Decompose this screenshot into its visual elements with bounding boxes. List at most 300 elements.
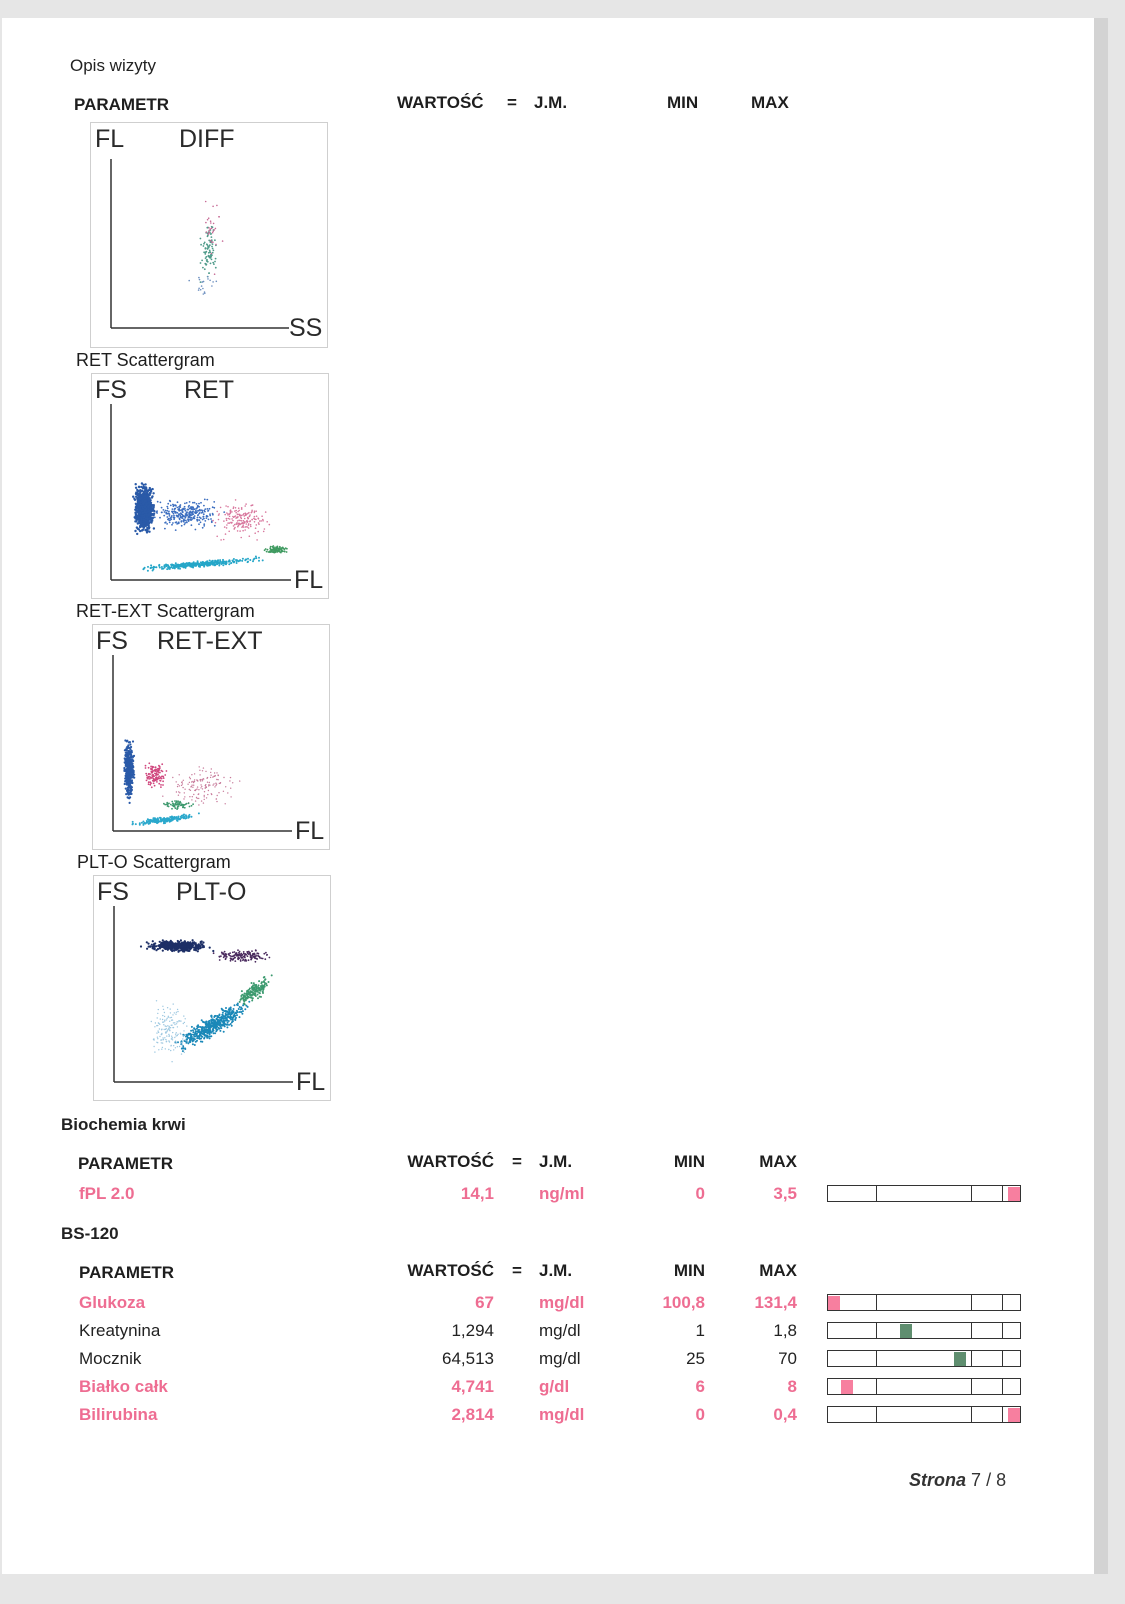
scatter-point bbox=[204, 293, 206, 295]
scatter-point bbox=[185, 562, 187, 564]
scatter-point bbox=[141, 523, 143, 525]
scatter-point bbox=[194, 773, 195, 774]
scatter-point bbox=[192, 510, 194, 512]
bs120-row-range-bar bbox=[827, 1378, 1021, 1395]
scatter-point bbox=[212, 281, 214, 283]
range-bar-tick bbox=[971, 1351, 972, 1366]
scatter-point bbox=[211, 246, 213, 248]
scatter-point bbox=[218, 514, 220, 516]
scatter-point bbox=[237, 517, 239, 519]
scatter-point bbox=[237, 520, 239, 522]
scatter-point bbox=[157, 948, 159, 950]
scatter-point bbox=[214, 772, 215, 773]
scatter-point bbox=[243, 513, 245, 515]
scatter-point bbox=[280, 547, 282, 549]
scatter-point bbox=[263, 976, 265, 978]
scatter-point bbox=[249, 954, 251, 956]
scatter-point bbox=[192, 796, 193, 797]
scatter-point bbox=[229, 518, 231, 520]
scatter-point bbox=[208, 230, 210, 232]
scatter-point bbox=[150, 489, 152, 491]
scatter-point bbox=[250, 991, 252, 993]
biochem-row-unit: ng/ml bbox=[539, 1184, 585, 1203]
scatter-point bbox=[154, 1026, 155, 1027]
scatter-point bbox=[172, 947, 174, 949]
scatter-point bbox=[243, 951, 245, 953]
scatter-point bbox=[183, 1015, 184, 1016]
scatter-point bbox=[161, 1034, 162, 1035]
scatter-point bbox=[195, 800, 196, 801]
scatter-point bbox=[149, 784, 151, 786]
scatter-point bbox=[200, 780, 201, 781]
scatter-point bbox=[164, 528, 166, 530]
scatter-point bbox=[220, 1019, 222, 1021]
scatter-point bbox=[213, 250, 215, 252]
scatter-point bbox=[215, 258, 217, 260]
scatter-point bbox=[164, 774, 166, 776]
scatter-point bbox=[160, 944, 162, 946]
scatter-point bbox=[207, 1021, 209, 1023]
scatter-point bbox=[182, 1034, 184, 1036]
scatter-point bbox=[191, 524, 193, 526]
scatter-point bbox=[249, 952, 251, 954]
scatter-point bbox=[198, 789, 199, 790]
scatter-point bbox=[218, 565, 220, 567]
scatter-point bbox=[213, 1021, 215, 1023]
scatter-point bbox=[183, 516, 185, 518]
scatter-point bbox=[198, 804, 199, 805]
scatter-point bbox=[255, 954, 257, 956]
scatter-point bbox=[180, 565, 182, 567]
bs120-row-value: 1,294 bbox=[451, 1321, 494, 1340]
scatter-point bbox=[209, 1037, 211, 1039]
scatter-point bbox=[219, 1030, 221, 1032]
scatter-point bbox=[247, 517, 249, 519]
scatter-point bbox=[171, 524, 173, 526]
scatter-point bbox=[224, 526, 226, 528]
scatter-point bbox=[209, 250, 211, 252]
scatter-point bbox=[229, 516, 231, 518]
scatter-point bbox=[177, 1026, 178, 1027]
scatter-point bbox=[202, 780, 203, 781]
scatter-point bbox=[232, 516, 234, 518]
scatter-point bbox=[239, 514, 241, 516]
scatter-point bbox=[189, 806, 191, 808]
scatter-point bbox=[189, 796, 190, 797]
scatter-point bbox=[242, 1004, 244, 1006]
scatter-point bbox=[147, 777, 149, 779]
scatter-point bbox=[148, 499, 150, 501]
scatter-point bbox=[161, 566, 163, 568]
scatter-point bbox=[156, 1032, 157, 1033]
scatter-point bbox=[143, 522, 145, 524]
scatter-point bbox=[283, 549, 285, 551]
scatter-point bbox=[168, 518, 170, 520]
scatter-point bbox=[203, 778, 204, 779]
scatter-point bbox=[207, 278, 209, 280]
scatter-point bbox=[242, 998, 244, 1000]
bs120-header-min: MIN bbox=[673, 1261, 705, 1280]
scatter-point bbox=[231, 1011, 233, 1013]
scatter-point bbox=[218, 216, 220, 218]
scatter-point bbox=[153, 1039, 154, 1040]
scatter-point bbox=[170, 516, 172, 518]
scatter-point bbox=[204, 799, 205, 800]
scatter-point bbox=[255, 527, 257, 529]
scatter-point bbox=[266, 954, 268, 956]
scatter-point bbox=[242, 954, 244, 956]
scatter-point bbox=[187, 784, 188, 785]
scatter-point bbox=[161, 1049, 162, 1050]
scatter-point bbox=[164, 804, 166, 806]
range-bar-tick bbox=[876, 1295, 877, 1310]
scatter-point bbox=[246, 522, 248, 524]
scatter-point bbox=[200, 262, 202, 264]
scatter-point bbox=[216, 1025, 218, 1027]
scatter-point bbox=[172, 1014, 173, 1015]
scatter-point bbox=[215, 785, 216, 786]
scatter-point bbox=[240, 516, 242, 518]
scatter-point bbox=[191, 774, 192, 775]
scatter-point bbox=[171, 1025, 172, 1026]
scatter-point bbox=[275, 549, 277, 551]
range-bar-tick bbox=[876, 1323, 877, 1338]
scatter-point bbox=[261, 986, 263, 988]
scatter-point bbox=[152, 568, 154, 570]
scatter-point bbox=[256, 991, 258, 993]
scatter-point bbox=[182, 787, 183, 788]
scatter-point bbox=[149, 781, 151, 783]
scatter-point bbox=[214, 1025, 216, 1027]
scatter-point bbox=[162, 1006, 163, 1007]
bs120-row-max: 1,8 bbox=[773, 1321, 797, 1340]
scatter-point bbox=[179, 792, 180, 793]
scatter-point bbox=[200, 244, 202, 246]
bs120-row-range-marker bbox=[1008, 1408, 1020, 1422]
scatter-point bbox=[201, 285, 203, 287]
scatter-point bbox=[242, 558, 244, 560]
scatter-point bbox=[168, 511, 170, 513]
scatter-point bbox=[189, 1033, 191, 1035]
scatter-point bbox=[230, 562, 232, 564]
biochem-header-param: PARAMETR bbox=[78, 1154, 174, 1173]
scatter-point bbox=[175, 512, 177, 514]
scatter-point bbox=[150, 514, 152, 516]
scatter-point bbox=[135, 487, 137, 489]
scatter-point bbox=[203, 1031, 205, 1033]
scatter-point bbox=[158, 1009, 159, 1010]
range-bar-tick bbox=[971, 1295, 972, 1310]
scatter-point bbox=[205, 247, 207, 249]
scatter-point bbox=[180, 1020, 181, 1021]
scatter-point bbox=[201, 564, 203, 566]
scatter-point bbox=[149, 773, 151, 775]
scatter-point bbox=[159, 517, 161, 519]
scatter-point bbox=[205, 1026, 207, 1028]
scatter-point bbox=[182, 1042, 183, 1043]
scatter-point bbox=[193, 794, 194, 795]
scatter-point bbox=[124, 757, 126, 759]
scatter-point bbox=[153, 504, 155, 506]
scatter-point bbox=[237, 958, 239, 960]
page-sep: / bbox=[986, 1470, 992, 1490]
scatter-point bbox=[145, 765, 147, 767]
scatter-point bbox=[135, 823, 137, 825]
scatter-point bbox=[187, 1040, 188, 1041]
top-header-eq: = bbox=[507, 93, 517, 112]
scatter-point bbox=[124, 780, 126, 782]
scatter-point bbox=[185, 814, 187, 816]
scatter-point bbox=[238, 520, 240, 522]
scatter-point bbox=[258, 987, 260, 989]
scatter-point bbox=[146, 780, 148, 782]
bs120-row-range-marker bbox=[900, 1324, 912, 1338]
scatter-point bbox=[199, 516, 201, 518]
scatter-point bbox=[177, 820, 179, 822]
scatter-point bbox=[212, 784, 213, 785]
scatter-point bbox=[143, 486, 145, 488]
scatter-point bbox=[211, 259, 213, 261]
scatter-point bbox=[231, 518, 233, 520]
scatter-point bbox=[165, 1032, 166, 1033]
scatter-point bbox=[136, 489, 138, 491]
scatter-point bbox=[204, 791, 205, 792]
scatter-point bbox=[244, 521, 246, 523]
scatter-point bbox=[260, 520, 262, 522]
scatter-point bbox=[228, 531, 230, 533]
scatter-point bbox=[175, 807, 177, 809]
top-header-min: MIN bbox=[667, 93, 699, 112]
scatter-point bbox=[216, 205, 218, 207]
scatter-point bbox=[172, 805, 174, 807]
scatter-point bbox=[244, 1003, 246, 1005]
scatter-point bbox=[231, 956, 233, 958]
scatter-point bbox=[238, 507, 240, 509]
scatter-point bbox=[200, 942, 202, 944]
scatter-point bbox=[140, 945, 142, 947]
scatter-point bbox=[242, 959, 244, 961]
scatter-point bbox=[225, 954, 227, 956]
scatter-point bbox=[194, 502, 196, 504]
scatter-point bbox=[227, 1015, 229, 1017]
scatter-point bbox=[155, 820, 157, 822]
scatter-point bbox=[271, 974, 273, 976]
scatter-point bbox=[197, 519, 199, 521]
scatter-point bbox=[173, 1049, 174, 1050]
scatter-point bbox=[207, 1035, 209, 1037]
scatter-point bbox=[140, 497, 142, 499]
scatter-point bbox=[237, 530, 239, 532]
scatter-point bbox=[191, 781, 192, 782]
scatter-point bbox=[165, 521, 167, 523]
scatter-point bbox=[197, 510, 199, 512]
scatter-point bbox=[225, 505, 227, 507]
scatter-point bbox=[135, 504, 137, 506]
scatter-point bbox=[140, 520, 142, 522]
scatter-point bbox=[251, 995, 253, 997]
scatter-point bbox=[130, 753, 132, 755]
scatter-point bbox=[176, 523, 178, 525]
scatter-point bbox=[193, 516, 195, 518]
scatter-point bbox=[181, 785, 182, 786]
scatter-point bbox=[214, 273, 216, 275]
scatter-point bbox=[176, 512, 178, 514]
scatter-point bbox=[175, 564, 177, 566]
scatter-point bbox=[226, 518, 228, 520]
scatter-point bbox=[208, 519, 210, 521]
scatter-point bbox=[207, 510, 209, 512]
scatter-point bbox=[181, 525, 183, 527]
scatter-point bbox=[202, 516, 204, 518]
scatter-point bbox=[235, 499, 237, 501]
scatter-point bbox=[258, 518, 260, 520]
bs120-row-name: Glukoza bbox=[79, 1293, 146, 1312]
scatter-point bbox=[130, 763, 132, 765]
scatter-point bbox=[247, 558, 249, 560]
scatter-point bbox=[201, 512, 203, 514]
scatter-point bbox=[127, 784, 129, 786]
scatter-point bbox=[242, 1010, 244, 1012]
scatter-point bbox=[222, 240, 224, 242]
scatter-point bbox=[209, 232, 211, 234]
scatter-point bbox=[141, 482, 143, 484]
scatter-point bbox=[173, 1027, 174, 1028]
diff-title: DIFF bbox=[179, 125, 235, 153]
scatter-point bbox=[198, 289, 200, 291]
scatter-point bbox=[192, 502, 194, 504]
scatter-point bbox=[214, 776, 215, 777]
scatter-point bbox=[200, 1041, 202, 1043]
scatter-point bbox=[248, 991, 250, 993]
scatter-point bbox=[187, 564, 189, 566]
scatter-point bbox=[176, 515, 178, 517]
scatter-point bbox=[154, 770, 156, 772]
scatter-point bbox=[146, 527, 148, 529]
scatter-point bbox=[265, 511, 267, 513]
scatter-point bbox=[194, 508, 196, 510]
range-bar-tick bbox=[1002, 1295, 1003, 1310]
scatter-point bbox=[274, 548, 276, 550]
bs120-row-value: 2,814 bbox=[451, 1405, 494, 1424]
bs120-row-min: 100,8 bbox=[662, 1293, 705, 1312]
scatter-point bbox=[223, 539, 225, 541]
scatter-point bbox=[212, 1023, 214, 1025]
scatter-point bbox=[264, 528, 266, 530]
range-bar-tick bbox=[1002, 1186, 1003, 1201]
scatter-point bbox=[146, 491, 148, 493]
scatter-point bbox=[218, 1019, 220, 1021]
scatter-point bbox=[249, 535, 251, 537]
scatter-point bbox=[202, 288, 204, 290]
biochem-header-min: MIN bbox=[673, 1152, 705, 1171]
scatter-point bbox=[197, 562, 199, 564]
scatter-point bbox=[227, 1022, 229, 1024]
ret-ext-ylabel: FS bbox=[96, 627, 128, 655]
scatter-point bbox=[228, 563, 230, 565]
scatter-point bbox=[135, 483, 137, 485]
scatter-point bbox=[217, 779, 218, 780]
scatter-point bbox=[190, 508, 192, 510]
scatter-point bbox=[153, 945, 155, 947]
scatter-point bbox=[245, 954, 247, 956]
scatter-point bbox=[203, 293, 205, 295]
scatter-point bbox=[182, 783, 183, 784]
scatter-point bbox=[255, 556, 257, 558]
scatter-point bbox=[161, 512, 163, 514]
scatter-point bbox=[160, 786, 162, 788]
scatter-point bbox=[155, 1022, 156, 1023]
ret-title: RET bbox=[184, 376, 234, 404]
scatter-point bbox=[215, 522, 217, 524]
scatter-point bbox=[206, 231, 208, 233]
scatter-point bbox=[245, 515, 247, 517]
scatter-point bbox=[170, 1050, 171, 1051]
scatter-point bbox=[171, 1061, 172, 1062]
scatter-point bbox=[147, 570, 149, 572]
scatter-point bbox=[173, 1022, 174, 1023]
scatter-point bbox=[127, 796, 129, 798]
scatter-point bbox=[238, 952, 240, 954]
scatter-point bbox=[192, 803, 194, 805]
scatter-point bbox=[222, 564, 224, 566]
scatter-point bbox=[151, 777, 153, 779]
scatter-point bbox=[148, 783, 150, 785]
bs120-row-range-bar bbox=[827, 1322, 1021, 1339]
scatter-point bbox=[172, 819, 174, 821]
biochem-row-max: 3,5 bbox=[773, 1184, 797, 1203]
scatter-point bbox=[213, 223, 215, 225]
scatter-point bbox=[202, 527, 204, 529]
scatter-point bbox=[202, 267, 204, 269]
scatter-point bbox=[171, 564, 173, 566]
scatter-point bbox=[250, 526, 252, 528]
scatter-point bbox=[132, 756, 134, 758]
bs120-row-unit: mg/dl bbox=[539, 1321, 581, 1340]
scatter-point bbox=[151, 1021, 152, 1022]
scatter-point bbox=[251, 957, 253, 959]
scatter-point bbox=[240, 995, 242, 997]
scatter-point bbox=[258, 560, 260, 562]
scatter-point bbox=[180, 1042, 181, 1043]
range-bar-tick bbox=[1002, 1379, 1003, 1394]
scatter-point bbox=[152, 780, 154, 782]
scatter-point bbox=[177, 951, 179, 953]
scatter-point bbox=[135, 520, 137, 522]
scatter-point bbox=[179, 505, 181, 507]
scatter-point bbox=[200, 502, 202, 504]
scatter-point bbox=[151, 944, 153, 946]
scatter-point bbox=[234, 1019, 236, 1021]
scatter-point bbox=[157, 1013, 158, 1014]
scatter-point bbox=[200, 784, 201, 785]
scatter-point bbox=[225, 563, 227, 565]
scatter-point bbox=[185, 1040, 186, 1041]
scatter-point bbox=[196, 511, 198, 513]
scatter-point bbox=[152, 492, 154, 494]
scatter-point bbox=[263, 985, 265, 987]
scatter-point bbox=[202, 1028, 204, 1030]
bs120-row-name: Bilirubina bbox=[79, 1405, 158, 1424]
scatter-point bbox=[181, 563, 183, 565]
ret-ext-scatter-points bbox=[123, 739, 240, 826]
scatter-point bbox=[174, 944, 176, 946]
scatter-point bbox=[239, 524, 241, 526]
ret-ext-xlabel: FL bbox=[295, 817, 325, 845]
scatter-point bbox=[148, 531, 150, 533]
scatter-point bbox=[265, 952, 267, 954]
scatter-point bbox=[177, 501, 179, 503]
scatter-point bbox=[225, 1017, 227, 1019]
